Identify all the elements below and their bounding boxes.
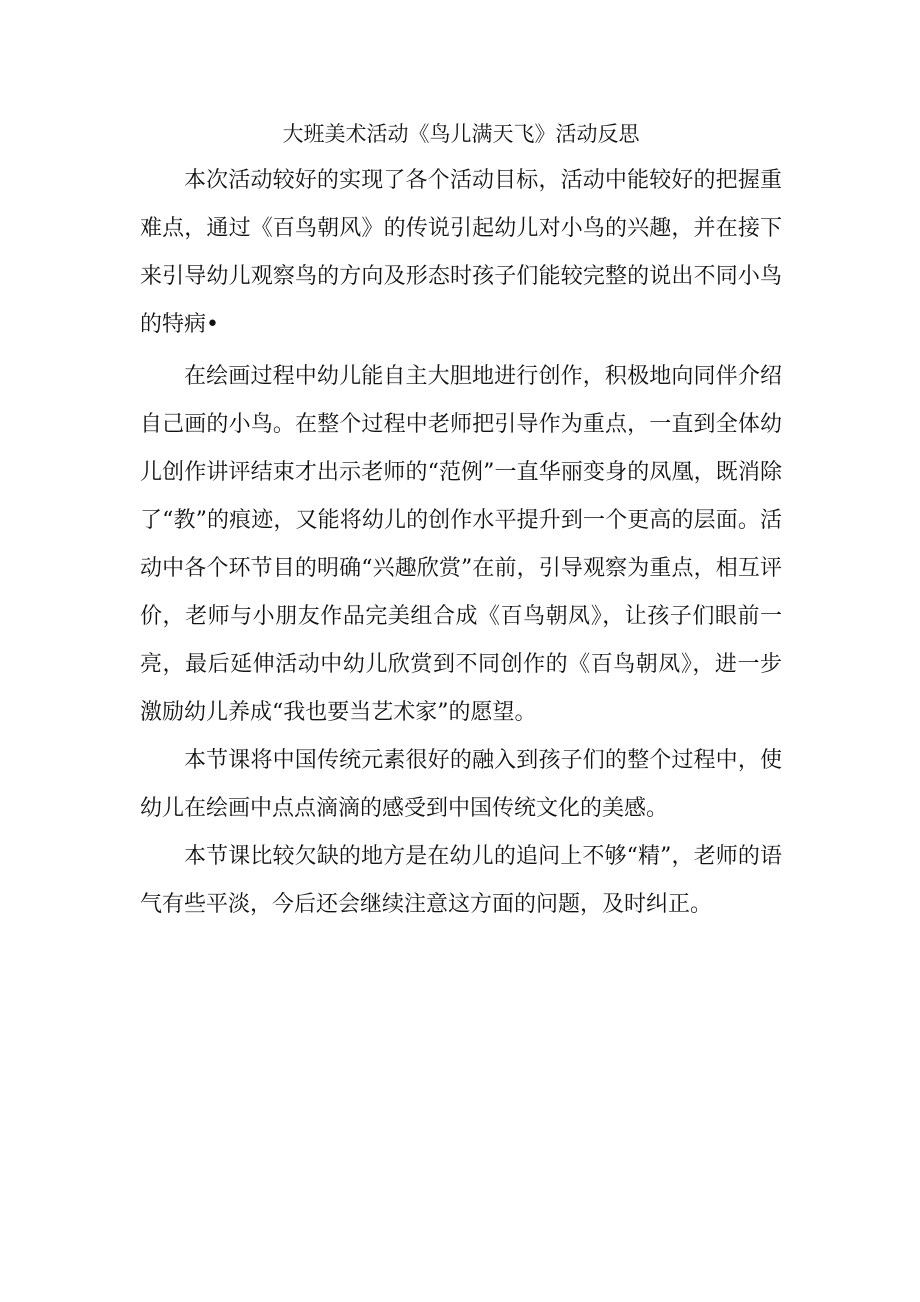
paragraph-4: 本节课比较欠缺的地方是在幼儿的追问上不够“精”，老师的语气有些平淡，今后还会继续注意这方面的问题，及时纠正。: [140, 844, 782, 917]
paragraph-3: 本节课将中国传统元素很好的融入到孩子们的整个过程中，使幼儿在绘画中点点滴滴的感受到中国传统文化的美感。: [140, 748, 782, 821]
paragraph-2: 在绘画过程中幼儿能自主大胆地进行创作，积极地向同伴介绍自己画的小鸟。在整个过程中老师把引导作为重点，一直到全体幼儿创作讲评结束才出示老师的“范例”一直华丽变身的凤凰，既消除了“教”的痕迹，又能将幼儿的创作水平提升到一个更高的层面。活动中各个环节目的明确“兴趣欣赏”在前，引导观察为重点，相互评价，老师与小朋友作品完美组合成《百鸟朝凤》，让孩子们眼前一亮，最后延伸活动中幼儿欣赏到不同创作的《百鸟朝凤》，进一步激励幼儿养成“我也要当艺术家”的愿望。: [140, 364, 782, 725]
paragraph-1: 本次活动较好的实现了各个活动目标，活动中能较好的把握重难点，通过《百鸟朝风》的传说引起幼儿对小鸟的兴趣，并在接下来引导幼儿观察鸟的方向及形态时孩子们能较完整的说出不同小鸟的特病•: [140, 168, 782, 337]
document-body: [140, 116, 782, 929]
document-title: 大班美术活动《鸟儿满天飞》活动反思: [282, 122, 640, 146]
